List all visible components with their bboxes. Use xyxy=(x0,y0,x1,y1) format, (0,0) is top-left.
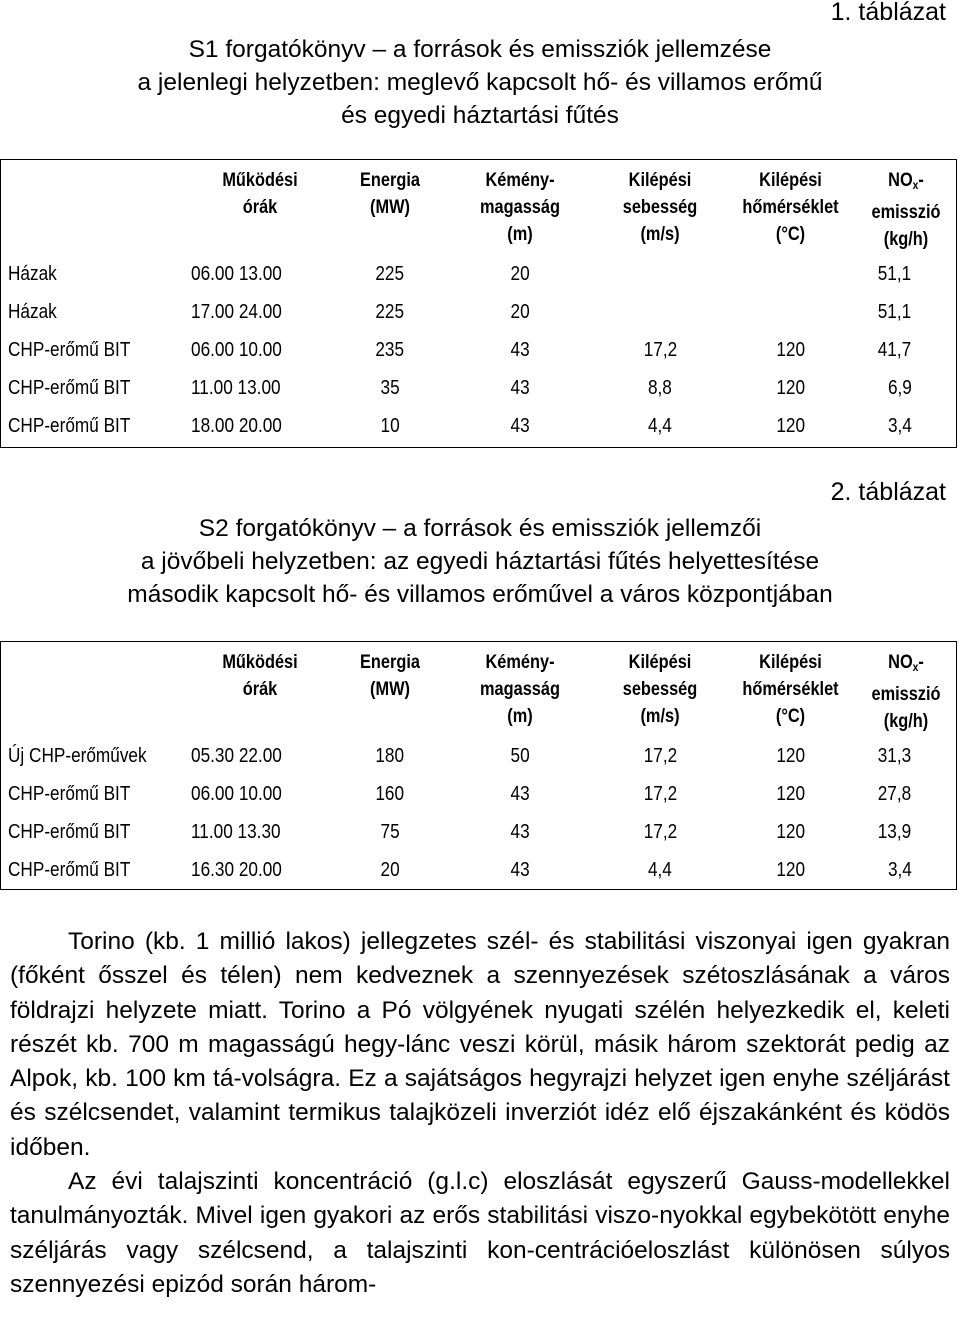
energy-cell: 35 xyxy=(380,376,400,399)
energy-cell: 10 xyxy=(380,414,400,437)
stack-height-cell: 20 xyxy=(510,262,530,285)
table-row xyxy=(0,255,956,293)
header-exit-temperature: Kilépési hőmérséklet (°C) xyxy=(742,652,839,727)
source-cell: CHP-erőmű BIT xyxy=(8,338,131,361)
stack-height-cell: 43 xyxy=(510,820,530,843)
energy-cell: 235 xyxy=(375,338,405,361)
energy-cell: 225 xyxy=(375,300,405,323)
hours-cell: 17.00 24.00 xyxy=(191,300,282,323)
title-line: S1 forgatókönyv – a források és emissziók jellemzése xyxy=(188,36,772,63)
velocity-cell: 17,2 xyxy=(643,782,677,805)
paragraph: Torino (kb. 1 millió lakos) jellegzetes szél- és stabilitási viszonyai igen gyakran (főként ősszel és télen) nem kedveznek a szennyezések szétoszlásának a város földrajzi helyzete miatt. Torino a Pó völgyének nyugati szélén helyezkedik el, keleti részét kb. 700 m magasságú hegy-lánc veszi körül, másik három szektorát pedig az Alpok, kb. 100 km tá-volságra. Ez a sajátságos hegyrajzi helyzet igen enyhe széljárást és szélcsendet, valamint termikus talajközeli inverziót idéz elő éjszakánként és ködös időben. xyxy=(10,928,950,1161)
nox-cell: 51,1 xyxy=(877,262,912,285)
temperature-cell: 120 xyxy=(776,376,805,399)
temperature-cell: 120 xyxy=(776,820,805,843)
velocity-cell: 8,8 xyxy=(648,376,672,399)
title-line: második kapcsolt hő- és villamos erőművel a város központjában xyxy=(127,581,833,608)
energy-cell: 75 xyxy=(380,820,400,843)
table-row xyxy=(0,851,956,889)
header-energy: Energia (MW) xyxy=(360,170,420,218)
nox-cell: 41,7 xyxy=(877,338,912,361)
nox-cell: 27,8 xyxy=(877,782,912,805)
stack-height-cell: 43 xyxy=(510,858,530,881)
header-exit-velocity: Kilépési sebesség (m/s) xyxy=(622,652,698,727)
velocity-cell: 17,2 xyxy=(643,744,677,767)
title-line: a jelenlegi helyzetben: meglevő kapcsolt hő- és villamos erőmű xyxy=(137,69,823,96)
table-row xyxy=(0,369,956,407)
table-row xyxy=(0,813,956,851)
stack-height-cell: 43 xyxy=(510,414,530,437)
source-cell: Házak xyxy=(8,262,57,285)
header-exit-temperature: Kilépési hőmérséklet (°C) xyxy=(742,170,839,245)
table-header-row xyxy=(0,642,956,737)
table-row xyxy=(0,331,956,369)
hours-cell: 16.30 20.00 xyxy=(191,858,282,881)
header-exit-velocity: Kilépési sebesség (m/s) xyxy=(622,170,698,245)
body-text xyxy=(10,925,950,1302)
velocity-cell xyxy=(595,255,725,293)
header-nox-emission: $NO_x$-emisszió (kg/h) xyxy=(871,652,941,732)
hours-cell: 11.00 13.00 xyxy=(191,376,281,399)
hours-cell: 18.00 20.00 xyxy=(191,414,282,437)
source-cell: Házak xyxy=(8,300,57,323)
table-row xyxy=(0,407,956,445)
paragraph: Az évi talajszinti koncentráció (g.l.c) eloszlását egyszerű Gauss-modellekkel tanulmányozták. Mivel igen gyakori az erős stabilitási viszo-nyokkal egybekötött enyhe széljárás vagy szélcsend, a talajszinti kon-centrációeloszlást különösen súlyos szennyezési epizód során három- xyxy=(10,1168,950,1298)
temperature-cell: 120 xyxy=(776,858,805,881)
hours-cell: 05.30 22.00 xyxy=(191,744,282,767)
source-cell: CHP-erőmű BIT xyxy=(8,782,131,805)
table-header-row xyxy=(0,160,956,255)
hours-cell: 06.00 10.00 xyxy=(191,338,282,361)
table-row xyxy=(0,293,956,331)
velocity-cell: 17,2 xyxy=(643,338,677,361)
data-table xyxy=(0,642,956,889)
source-cell: CHP-erőmű BIT xyxy=(8,376,131,399)
temperature-cell: 120 xyxy=(776,782,805,805)
hours-cell: 06.00 13.00 xyxy=(191,262,282,285)
temperature-cell: 120 xyxy=(776,414,805,437)
source-cell: CHP-erőmű BIT xyxy=(8,820,131,843)
title-line: S2 forgatókönyv – a források és emissziók jellemzői xyxy=(198,515,762,542)
header-stack-height: Kémény-magasság (m) xyxy=(480,170,560,245)
source-cell: Új CHP-erőművek xyxy=(8,744,147,767)
title-line: és egyedi háztartási fűtés xyxy=(341,102,619,129)
hours-cell: 06.00 10.00 xyxy=(191,782,282,805)
table-row xyxy=(0,737,956,775)
source-cell: CHP-erőmű BIT xyxy=(8,858,131,881)
data-table xyxy=(0,160,956,445)
title-line: a jövőbeli helyzetben: az egyedi háztartási fűtés helyettesítése xyxy=(140,548,820,575)
energy-cell: 160 xyxy=(375,782,405,805)
header-stack-height: Kémény-magasság (m) xyxy=(480,652,560,727)
energy-cell: 225 xyxy=(375,262,405,285)
velocity-cell xyxy=(595,293,725,331)
header-nox-emission: $NO_x$-emisszió (kg/h) xyxy=(871,170,941,250)
header-energy: Energia (MW) xyxy=(360,652,420,700)
velocity-cell: 4,4 xyxy=(648,414,672,437)
temperature-cell xyxy=(725,255,856,293)
nox-cell: 3,4 xyxy=(888,414,913,437)
table-title xyxy=(0,33,960,132)
temperature-cell xyxy=(725,293,856,331)
header-hours: Működési órák xyxy=(222,652,298,700)
nox-cell: 31,3 xyxy=(877,744,912,767)
table-number: 1. táblázat xyxy=(830,0,946,26)
stack-height-cell: 43 xyxy=(510,782,530,805)
table-row xyxy=(0,775,956,813)
energy-cell: 20 xyxy=(380,858,400,881)
source-cell: CHP-erőmű BIT xyxy=(8,414,131,437)
stack-height-cell: 20 xyxy=(510,300,530,323)
table-title xyxy=(0,512,960,611)
velocity-cell: 4,4 xyxy=(648,858,672,881)
temperature-cell: 120 xyxy=(776,744,805,767)
nox-cell: 13,9 xyxy=(877,820,912,843)
stack-height-cell: 43 xyxy=(510,338,530,361)
header-hours: Működési órák xyxy=(222,170,298,218)
nox-cell: 3,4 xyxy=(888,858,913,881)
stack-height-cell: 50 xyxy=(510,744,530,767)
stack-height-cell: 43 xyxy=(510,376,530,399)
velocity-cell: 17,2 xyxy=(643,820,677,843)
nox-cell: 51,1 xyxy=(877,300,912,323)
temperature-cell: 120 xyxy=(776,338,805,361)
table-number: 2. táblázat xyxy=(830,478,946,506)
nox-cell: 6,9 xyxy=(888,376,913,399)
hours-cell: 11.00 13.30 xyxy=(191,820,281,843)
energy-cell: 180 xyxy=(375,744,405,767)
